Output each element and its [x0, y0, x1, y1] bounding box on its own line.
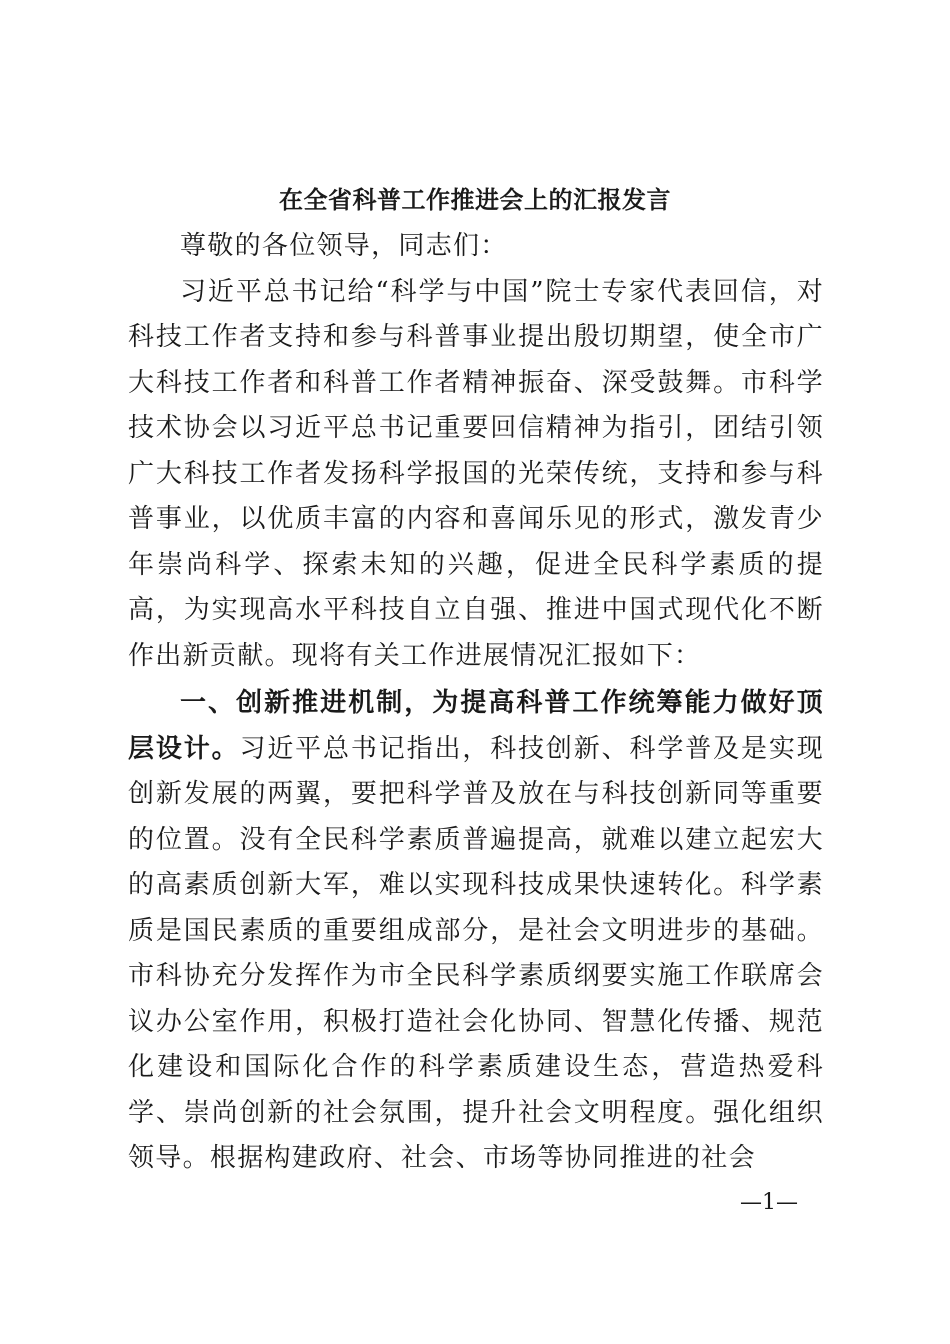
page-number: —1— [740, 1190, 798, 1215]
section-1-heading: 一、创新推进机制，为提高科普工作统筹能力做好顶层设计。 [128, 688, 824, 764]
paragraph-intro: 习近平总书记给“科学与中国”院士专家代表回信，对科技工作者支持和参与科普事业提出殷切期望，使全市广大科技工作者和科普工作者精神振奋、深受鼓舞。市科学技术协会以习近平总书记重要回信精神为指引，团结引领广大科技工作者发扬科学报国的光荣传统，支持和参与科普事业，以优质丰富的内容和喜闻乐见的形式，激发青少年崇尚科学、探索未知的兴趣，促进全民科学素质的提高，为实现高水平科技自立自强、推进中国式现代化不断作出新贡献。现将有关工作进展情况汇报如下： [128, 276, 824, 671]
section-1-body: 习近平总书记指出，科技创新、科学普及是实现创新发展的两翼，要把科学普及放在与科技创新同等重要的位置。没有全民科学素质普遍提高，就难以建立起宏大的高素质创新大军，难以实现科技成果快速转化。科学素质是国民素质的重要组成部分，是社会文明进步的基础。市科协充分发挥作为市全民科学素质纲要实施工作联席会议办公室作用，积极打造社会化协同、智慧化传播、规范化建设和国际化合作的科学素质建设生态，营造热爱科学、崇尚创新的社会氛围，提升社会文明程度。强化组织领导。根据构建政府、社会、市场等协同推进的社会 [128, 733, 824, 1173]
paragraph-section-1 [128, 681, 824, 1182]
document-title: 在全省科普工作推进会上的汇报发言 [279, 185, 671, 214]
salutation: 尊敬的各位领导，同志们： [180, 231, 508, 261]
document-body [128, 224, 824, 1182]
